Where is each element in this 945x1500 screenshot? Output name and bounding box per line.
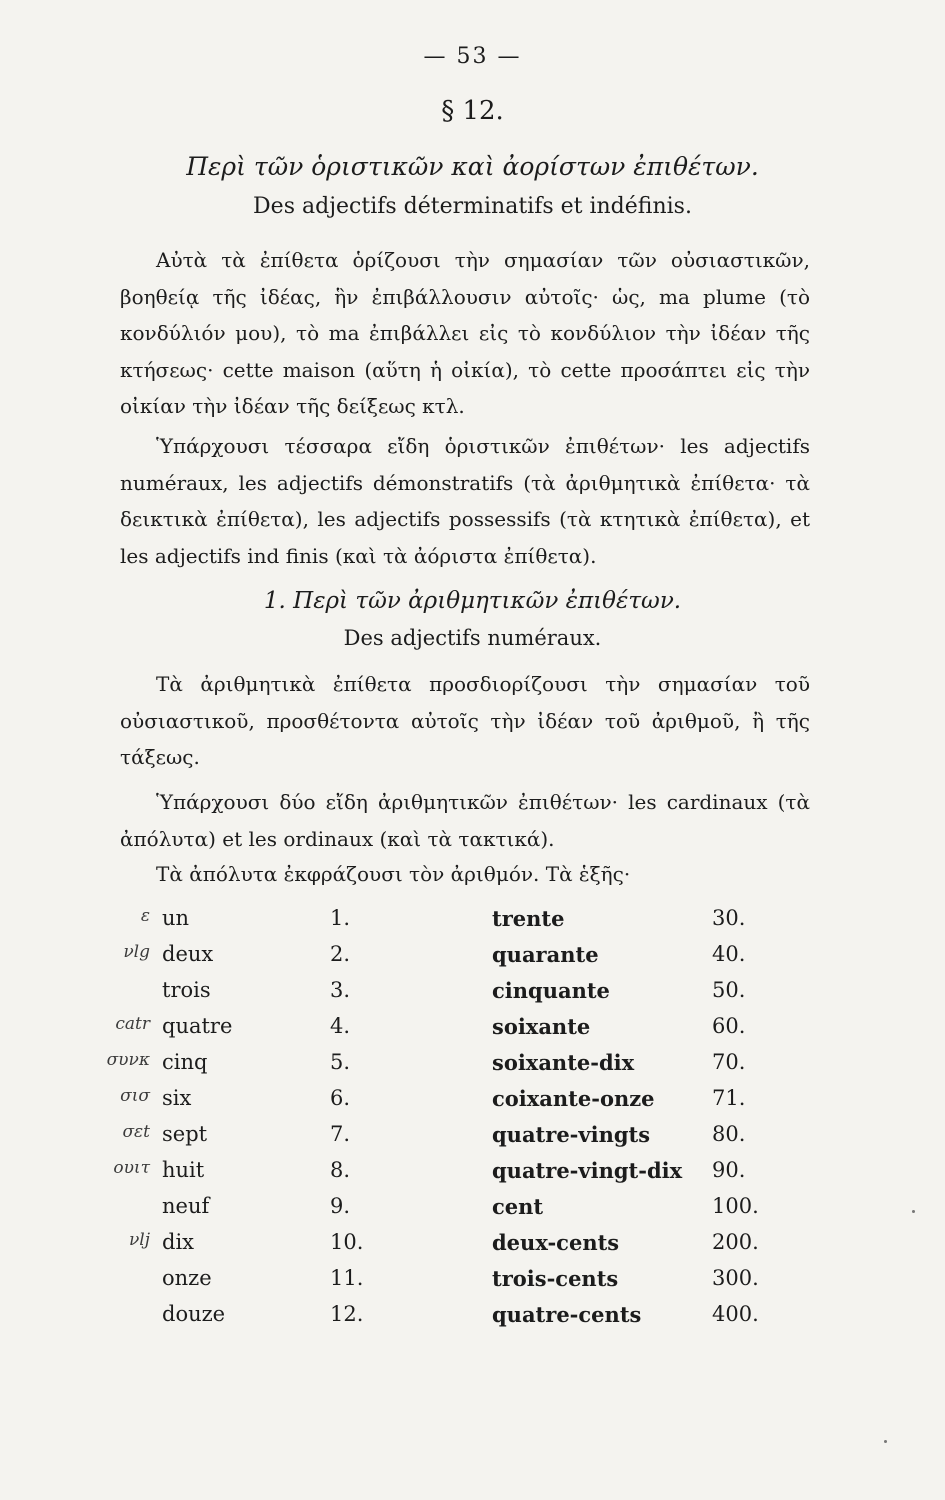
number-word: neuf [162,1194,210,1218]
number-row [0,1122,945,1158]
number-word: six [162,1086,192,1110]
subheading-greek: 1. Περὶ τῶν ἀριθμητικῶν ἐπιθέτων. [263,588,682,614]
number-digit-2: 200. [712,1230,759,1254]
number-word: dix [162,1230,195,1254]
number-digit: 5. [330,1050,351,1074]
paragraph-5-text: Τὰ ἀπόλυτα ἐκφράζουσι τὸν ἀριθμόν. Τὰ ἑξῆς· [156,862,631,886]
heading-greek: Περὶ τῶν ὁριστικῶν καὶ ἀορίστων ἐπιθέτων. [186,152,759,181]
number-word: sept [162,1122,208,1146]
number-word: onze [162,1266,212,1290]
number-word: un [162,906,190,930]
number-word-2: quatre-cents [492,1302,642,1327]
paper-speck [912,1210,915,1213]
paragraph-4 [120,784,810,857]
number-digit-2: 50. [712,978,746,1002]
number-digit: 11. [330,1266,364,1290]
number-word: douze [162,1302,226,1326]
number-row [0,1230,945,1266]
number-digit: 2. [330,942,351,966]
handwritten-note: ε [140,906,150,926]
number-word: trois [162,978,211,1002]
number-row [0,1014,945,1050]
number-row [0,1194,945,1230]
number-row [0,978,945,1014]
paragraph-5 [120,856,810,893]
paragraph-2-text: Ὑπάρχουσι τέσσαρα εἴδη ὁριστικῶν ἐπιθέτων· les adjectifs numéraux, les adjectifs démonstratifs (τὰ ἀριθμητικὰ ἐπίθετα· τὰ δεικτικὰ ἐπίθετα), les adjectifs possessifs (τὰ κτητικὰ ἐπίθετα), et les adjectifs ind finis (καὶ τὰ ἀόριστα ἐπίθετα). [120,434,810,568]
number-digit-2: 400. [712,1302,759,1326]
paragraph-1-text: Αὐτὰ τὰ ἐπίθετα ὁρίζουσι τὴν σημασίαν τῶν οὐσιαστικῶν, βοηθείᾳ τῆς ἰδέας, ἣν ἐπιβάλλουσιν αὐτοῖς· ὡς, ma plume (τὸ κονδύλιόν μου), τὸ ma ἐπιβάλλει εἰς τὸ κονδύλιον τὴν ἰδέαν τῆς κτήσεως· cette maison (αὕτη ἡ οἰκία), τὸ cette προσάπτει εἰς τὴν οἰκίαν τὴν ἰδέαν τῆς δείξεως κτλ. [120,248,810,419]
number-word-2: soixante-dix [492,1050,635,1075]
handwritten-note: νlg [123,942,150,962]
subheading-french: Des adjectifs numéraux. [343,626,602,650]
number-row [0,1266,945,1302]
handwritten-note: ουιτ [113,1158,150,1178]
number-word: quatre [162,1014,233,1038]
number-word-2: cinquante [492,978,610,1003]
number-digit: 9. [330,1194,351,1218]
page-number: — 53 — [423,44,522,69]
number-row [0,1158,945,1194]
number-digit: 8. [330,1158,351,1182]
paragraph-3 [120,666,810,776]
number-word-2: quarante [492,942,599,967]
handwritten-note: σεt [122,1122,150,1142]
handwritten-note: catr [115,1014,150,1034]
number-digit-2: 70. [712,1050,746,1074]
number-row [0,942,945,978]
number-digit: 12. [330,1302,364,1326]
number-digit: 10. [330,1230,364,1254]
number-row [0,1302,945,1338]
handwritten-note: νlj [128,1230,150,1250]
handwritten-note: σισ [120,1086,150,1106]
paragraph-1 [120,242,810,425]
number-digit: 7. [330,1122,351,1146]
number-digit-2: 80. [712,1122,746,1146]
number-word: deux [162,942,214,966]
number-row [0,1050,945,1086]
number-word-2: quatre-vingts [492,1122,651,1147]
number-digit-2: 300. [712,1266,759,1290]
number-digit-2: 90. [712,1158,746,1182]
handwritten-note: συνκ [106,1050,150,1070]
cardinal-numbers-table [0,906,945,1346]
paragraph-4-text: Ὑπάρχουσι δύο εἴδη ἀριθμητικῶν ἐπιθέτων· les cardinaux (τὰ ἀπόλυτα) et les ordinaux (καὶ τὰ τακτικά). [120,790,810,851]
number-digit: 4. [330,1014,351,1038]
number-word-2: coixante-onze [492,1086,655,1111]
paragraph-2 [120,428,810,574]
number-digit: 6. [330,1086,351,1110]
number-word-2: trois-cents [492,1266,619,1291]
paper-speck [884,1440,887,1443]
number-word-2: quatre-vingt-dix [492,1158,683,1183]
number-word-2: cent [492,1194,544,1219]
number-digit-2: 71. [712,1086,746,1110]
number-row [0,906,945,942]
number-word-2: soixante [492,1014,591,1039]
number-word: cinq [162,1050,208,1074]
number-word: huit [162,1158,205,1182]
number-digit-2: 60. [712,1014,746,1038]
number-row [0,1086,945,1122]
number-digit: 3. [330,978,351,1002]
paragraph-3-text: Τὰ ἀριθμητικὰ ἐπίθετα προσδιορίζουσι τὴν σημασίαν τοῦ οὐσιαστικοῦ, προσθέτοντα αὐτοῖς τὴν ἰδέαν τοῦ ἀριθμοῦ, ἢ τῆς τάξεως. [120,672,810,770]
number-digit: 1. [330,906,351,930]
section-number: § 12. [441,96,504,126]
heading-french: Des adjectifs déterminatifs et indéfinis. [253,194,692,219]
number-digit-2: 40. [712,942,746,966]
number-word-2: deux-cents [492,1230,620,1255]
number-word-2: trente [492,906,565,931]
number-digit-2: 30. [712,906,746,930]
number-digit-2: 100. [712,1194,759,1218]
